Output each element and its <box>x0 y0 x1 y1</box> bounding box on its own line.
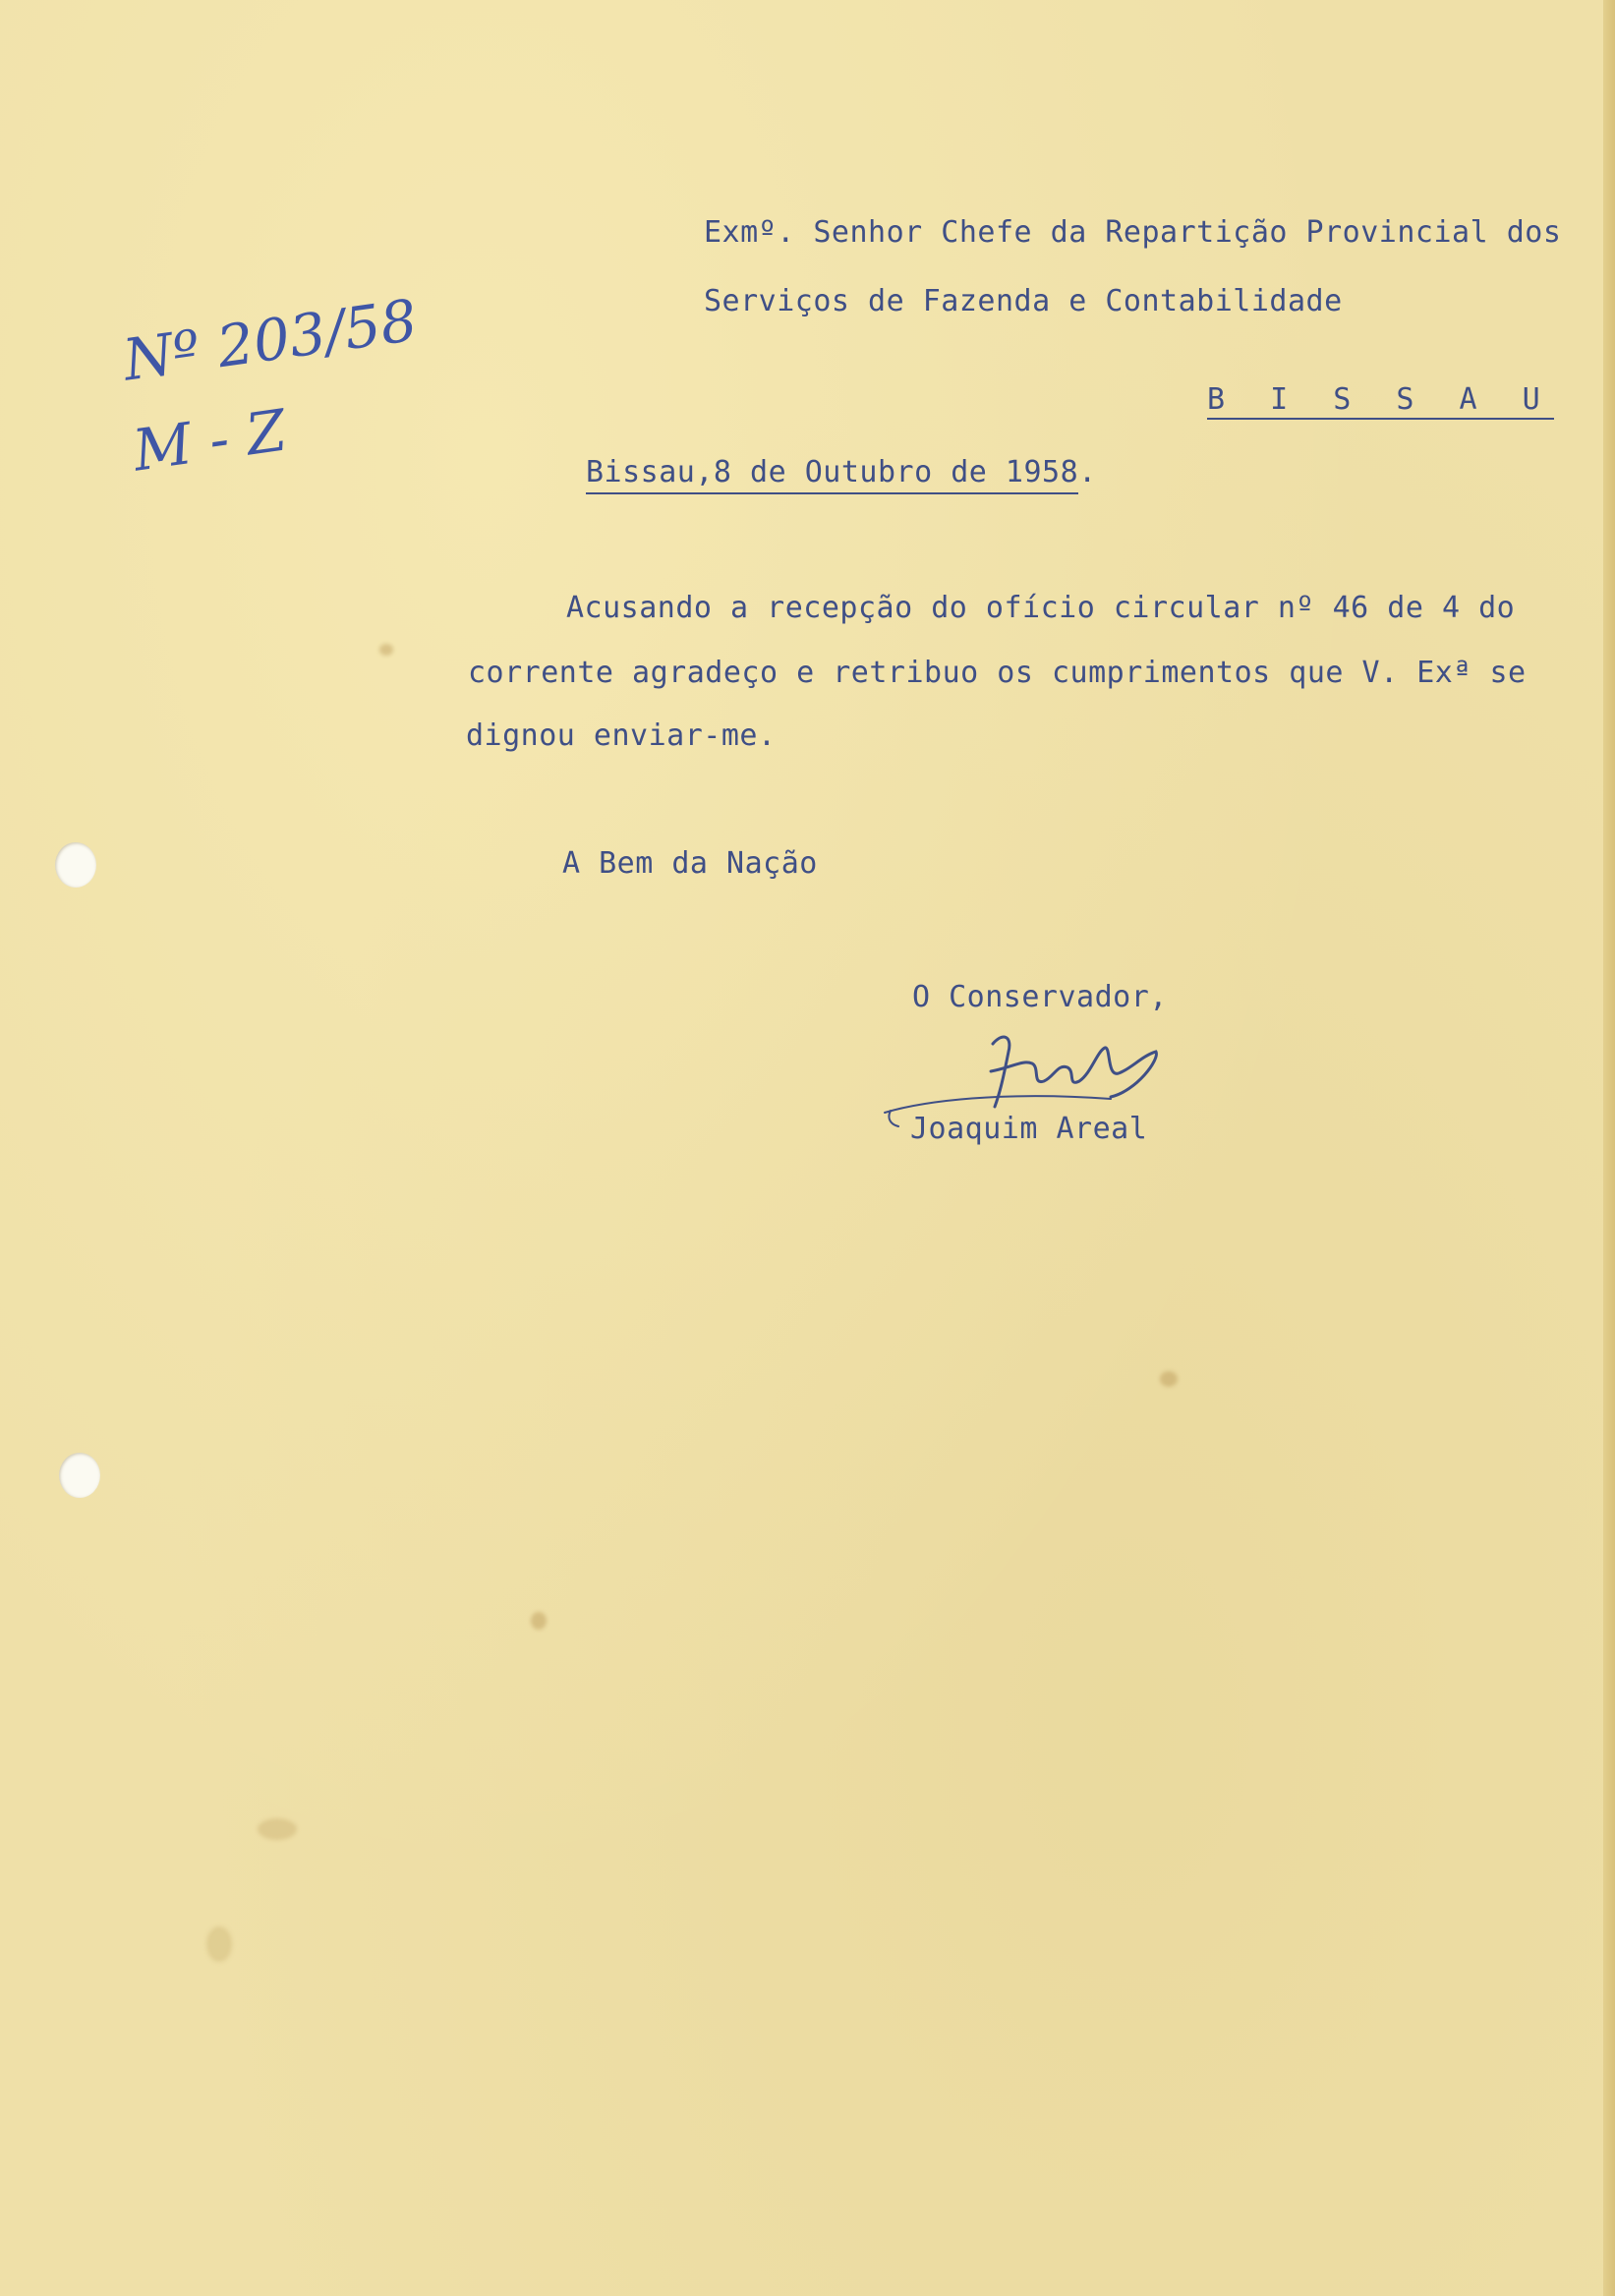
paper-stain <box>531 1612 547 1630</box>
paper-stain <box>1160 1371 1178 1387</box>
addressee-line-1: Exmº. Senhor Chefe da Repartição Provincial dos <box>704 215 1562 250</box>
place-date: Bissau,8 de Outubro de 1958 <box>586 455 1078 494</box>
date-line <box>586 455 1097 489</box>
addressee-city: B I S S A U <box>1207 385 1554 420</box>
punch-hole-bottom <box>59 1453 100 1498</box>
handwritten-initials: M - Z <box>129 396 291 485</box>
paper-stain <box>258 1818 297 1840</box>
body-line-3: dignou enviar-me. <box>466 718 777 753</box>
signatory-name: Joaquim Areal <box>910 1112 1148 1146</box>
handwritten-file-number: Nº 203/58 <box>119 286 422 394</box>
addressee-line-2: Serviços de Fazenda e Contabilidade <box>704 284 1343 318</box>
paper-stain <box>206 1926 232 1962</box>
closing-salutation: A Bem da Nação <box>562 846 818 881</box>
date-end-punct: . <box>1078 455 1097 489</box>
paper-stain <box>379 644 393 656</box>
body-line-1: Acusando a recepção do ofício circular nº 46 de 4 do <box>566 591 1516 625</box>
signatory-title: O Conservador, <box>912 980 1168 1014</box>
paper-edge <box>1603 0 1615 2296</box>
punch-hole-top <box>55 842 96 888</box>
body-line-2: corrente agradeço e retribuo os cumprimentos que V. Exª se <box>468 656 1527 690</box>
